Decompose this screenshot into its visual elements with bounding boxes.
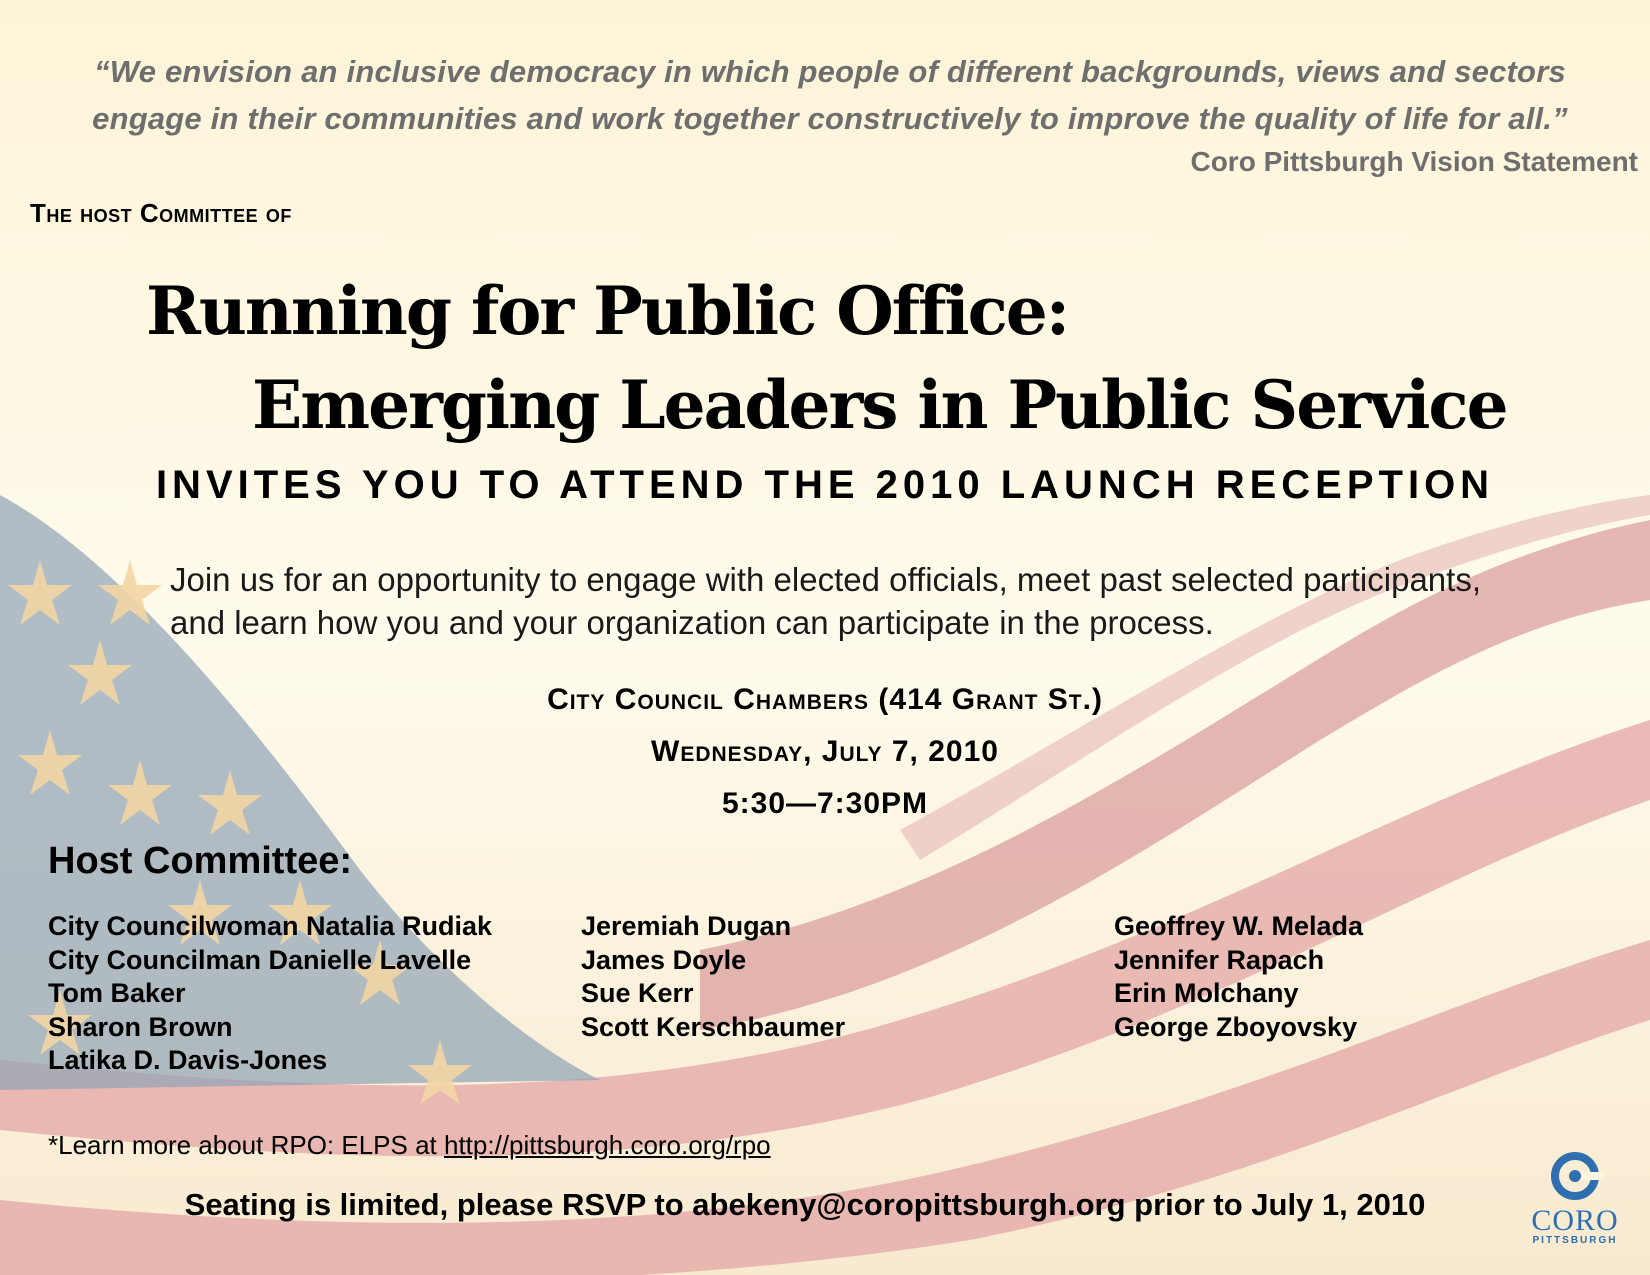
host-name: Jeremiah Dugan — [581, 911, 792, 941]
host-name: Scott Kerschbaumer — [581, 1011, 846, 1042]
host-name: James Doyle — [581, 944, 747, 975]
host-name: Geoffrey W. Melada — [1114, 911, 1364, 941]
host-list-column-1 — [48, 910, 492, 1078]
host-name: City Councilman Danielle Lavelle — [48, 944, 472, 975]
host-name: Tom Baker — [48, 978, 186, 1008]
host-name: George Zboyovsky — [1114, 1011, 1358, 1042]
host-name: Sharon Brown — [48, 1011, 233, 1042]
event-description: Join us for an opportunity to engage with elected officials, meet past selected participants, and learn how you and your organization can participate in the process. — [170, 561, 1481, 641]
host-name: City Councilwoman Natalia Rudiak — [48, 911, 493, 941]
coro-logo — [1520, 1150, 1630, 1260]
learn-more-text: *Learn more about RPO: ELPS at — [48, 1130, 444, 1160]
event-location: City Council Chambers (414 Grant St.) — [547, 683, 1103, 716]
host-name: Jennifer Rapach — [1114, 944, 1325, 975]
rsvp-notice: Seating is limited, please RSVP to abekeny@coropittsburgh.org prior to July 1, 2010 — [184, 1187, 1426, 1222]
host-name: Latika D. Davis-Jones — [48, 1045, 328, 1075]
invitation-heading: INVITES YOU TO ATTEND THE 2010 LAUNCH RECEPTION — [155, 463, 1495, 507]
learn-more-note — [48, 1130, 771, 1161]
vision-quote — [40, 48, 1620, 142]
quote-line-1: “We envision an inclusive democracy in which people of different backgrounds, views and sectors — [94, 54, 1566, 89]
host-list-column-3 — [1114, 910, 1363, 1044]
event-time: 5:30—7:30PM — [721, 787, 929, 820]
host-name: Erin Molchany — [1114, 978, 1299, 1008]
quote-line-2: engage in their communities and work together constructively to improve the quality of life for all.” — [92, 101, 1568, 136]
logo-wordmark: CORO — [1531, 1204, 1619, 1237]
event-date: Wednesday, July 7, 2010 — [651, 735, 999, 768]
event-title-line-2: Emerging Leaders in Public Service — [252, 366, 1507, 444]
host-committee-intro: The host Committee of — [30, 198, 292, 228]
quote-source: Coro Pittsburgh Vision Statement — [1190, 146, 1638, 177]
event-title-line-1: Running for Public Office: — [146, 272, 1069, 350]
host-name: Sue Kerr — [581, 978, 694, 1008]
logo-subtitle: PITTSBURGH — [1532, 1235, 1618, 1246]
host-committee-heading: Host Committee: — [48, 840, 353, 882]
rpo-link[interactable]: http://pittsburgh.coro.org/rpo — [444, 1130, 771, 1160]
host-list-column-2 — [581, 910, 845, 1044]
coro-logo-icon — [1545, 1150, 1605, 1202]
